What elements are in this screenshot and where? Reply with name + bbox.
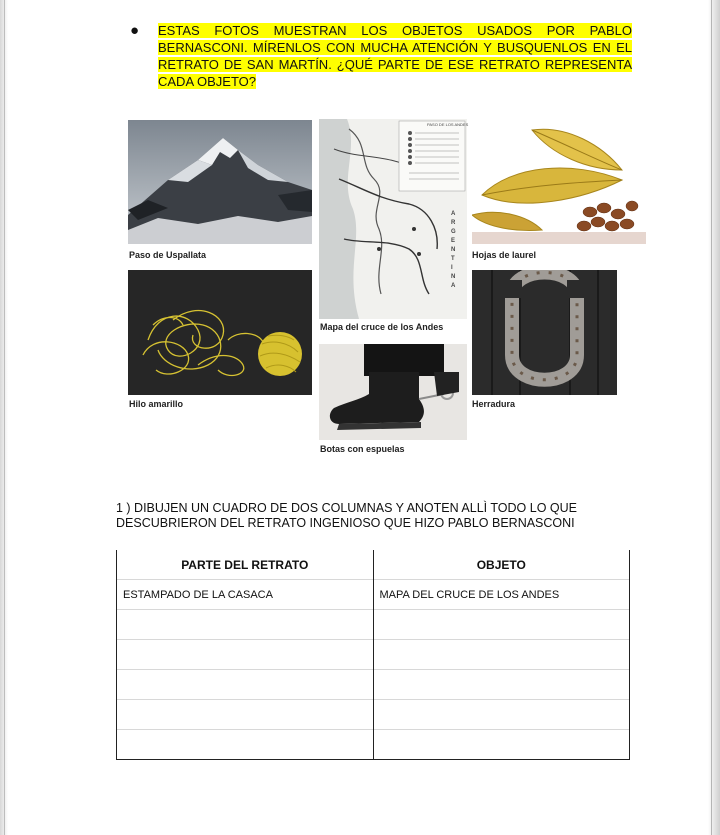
map-legend-title: PASO DE LOS ANDES: [427, 122, 469, 127]
map-image: [319, 119, 467, 319]
table-header-parte: PARTE DEL RETRATO: [117, 550, 374, 580]
instruction-text: ESTAS FOTOS MUESTRAN LOS OBJETOS USADOS POR PABLO BERNASCONI. MÍRENLOS CON MUCHA ATENCIÓN Y BUSQUENLOS EN EL RETRATO DE SAN MARTÍN. ¿QUÉ PARTE DE ESE RETRATO REPRESENTA CADA OBJETO?: [158, 23, 632, 89]
table-cell-objeto: [373, 700, 630, 730]
page-edge-right: [708, 0, 720, 835]
photo-boots: [319, 344, 467, 440]
table-row: [117, 580, 630, 610]
table-cell-objeto: [373, 640, 630, 670]
table-cell-objeto: [373, 670, 630, 700]
table-row: [117, 640, 630, 670]
photo-mountain: [128, 120, 312, 244]
page-border-left: [4, 0, 5, 835]
question-text: 1 ) DIBUJEN UN CUADRO DE DOS COLUMNAS Y ANOTEN ALLÌ TODO LO QUE DESCUBRIERON DEL RETRATO INGENIOSO QUE HIZO PABLO BERNASCONI: [116, 501, 577, 530]
caption-horseshoe: Herradura: [472, 399, 516, 409]
table-cell-objeto: [373, 610, 630, 640]
table-cell-parte: [117, 610, 374, 640]
table-row: [117, 730, 630, 760]
table-cell-objeto: MAPA DEL CRUCE DE LOS ANDES: [373, 580, 630, 610]
caption-mountain: Paso de Uspallata: [129, 250, 207, 260]
caption-map: Mapa del cruce de los Andes: [320, 322, 444, 332]
table-cell-parte: ESTAMPADO DE LA CASACA: [117, 580, 374, 610]
thread-image: [128, 270, 312, 395]
table-cell-parte: [117, 730, 374, 760]
photo-laurel: [472, 120, 646, 244]
horseshoe-image: [472, 270, 617, 395]
caption-laurel: Hojas de laurel: [472, 250, 537, 260]
page-border-right: [711, 0, 712, 835]
instruction-block: [130, 22, 632, 90]
mountain-image: [128, 120, 312, 244]
laurel-image: [472, 120, 646, 244]
caption-thread: Hilo amarillo: [129, 399, 184, 409]
table-header-objeto: OBJETO: [373, 550, 630, 580]
table-row: [117, 670, 630, 700]
table-header-row: [117, 550, 630, 580]
answer-table: [116, 550, 630, 760]
bullet-icon: ●: [130, 22, 140, 39]
photo-map: [319, 119, 467, 319]
boots-image: [319, 344, 467, 440]
photo-thread: [128, 270, 312, 395]
caption-boots: Botas con espuelas: [320, 444, 405, 454]
table-cell-objeto: [373, 730, 630, 760]
table-row: [117, 700, 630, 730]
table-row: [117, 610, 630, 640]
table-cell-parte: [117, 640, 374, 670]
table-cell-parte: [117, 670, 374, 700]
photo-horseshoe: [472, 270, 617, 395]
table-cell-parte: [117, 700, 374, 730]
map-country-label: A R G E N T I N A: [451, 211, 456, 289]
